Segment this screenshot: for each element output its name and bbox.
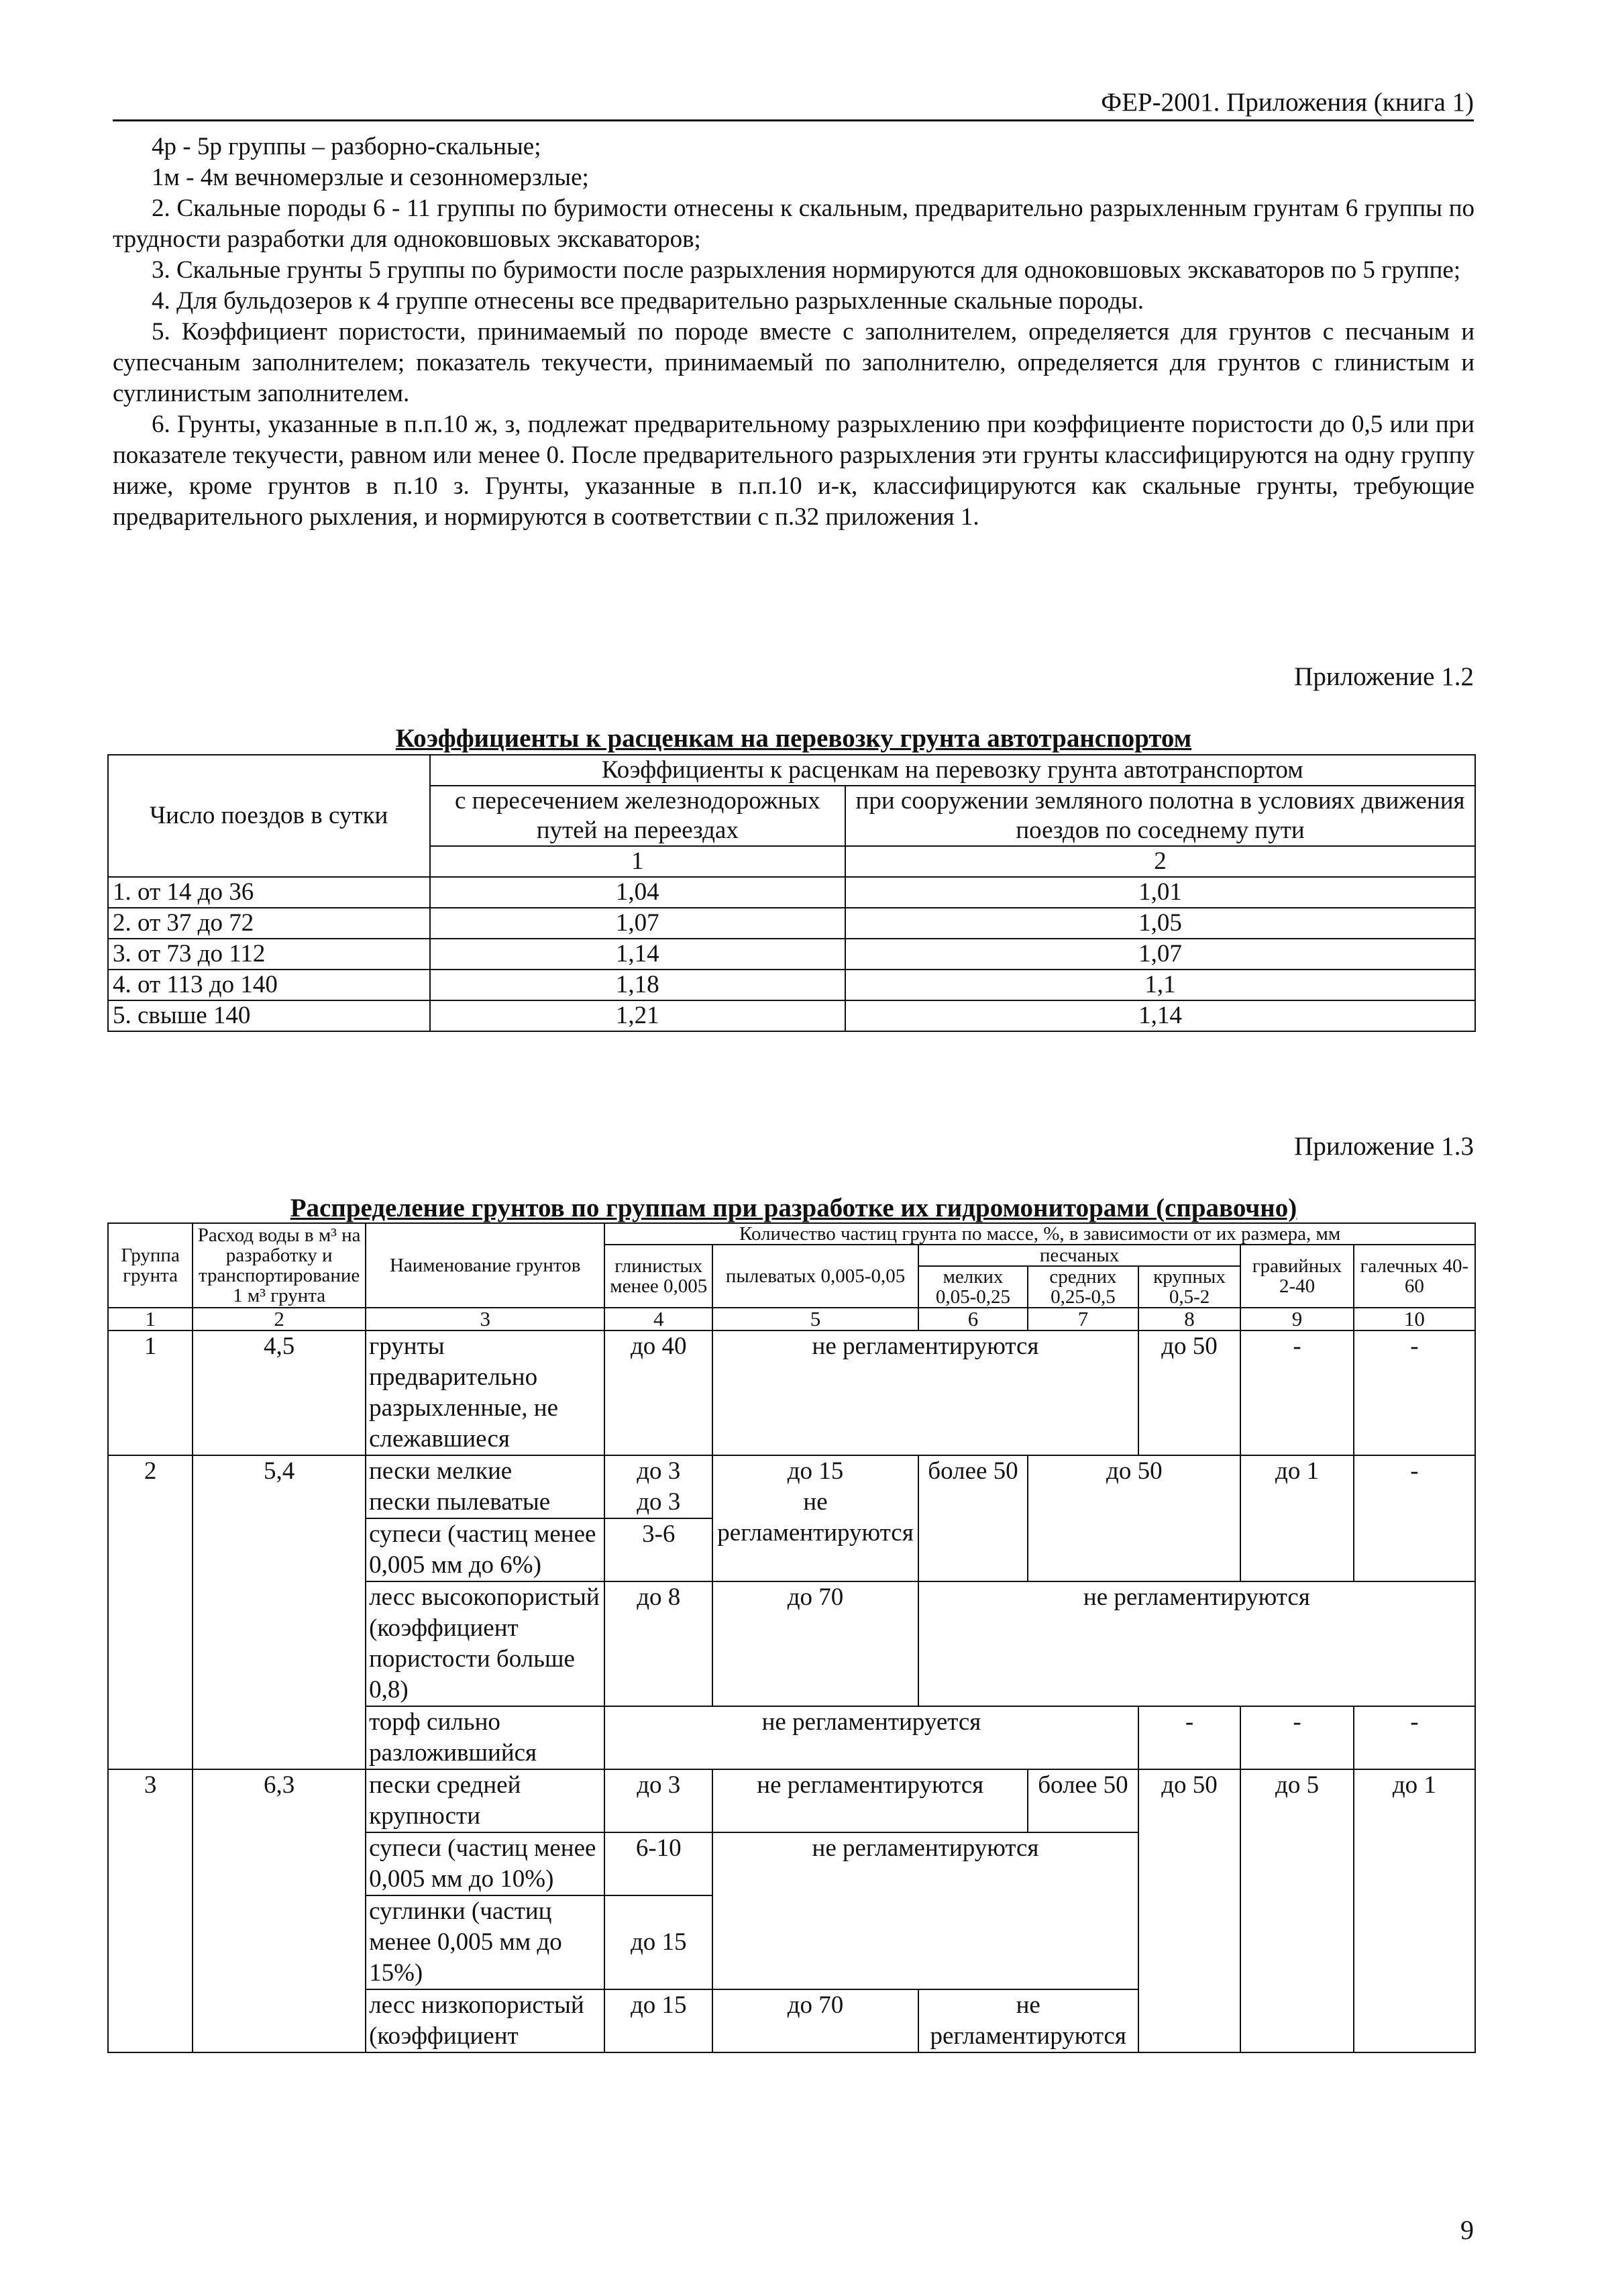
soil-name — [366, 1455, 604, 1518]
cell-value: не регламентируются — [712, 1832, 1138, 1989]
soil-name: суглинки (частиц менее 0,005 мм до 15%) — [366, 1895, 604, 1989]
cell-value: до 50 — [1138, 1330, 1241, 1455]
cell-value: более 50 — [918, 1455, 1028, 1581]
row-label: 5. свыше 140 — [108, 1000, 430, 1031]
col-header-gravel: гравийных 2-40 — [1240, 1245, 1353, 1308]
cell-value: 1,05 — [845, 908, 1475, 939]
water-rate: 4,5 — [193, 1330, 366, 1455]
cell-value: до 3 — [604, 1769, 712, 1832]
col-header-group: Коэффициенты к расценкам на перевозку грунта автотранспортом — [430, 755, 1476, 786]
row-label: 2. от 37 до 72 — [108, 908, 430, 939]
coefficients-table — [107, 754, 1476, 1032]
soil-name: супеси (частиц менее 0,005 мм до 6%) — [366, 1518, 604, 1581]
cell-value: не регламентируются — [918, 1581, 1475, 1706]
soil-name: пески средней крупности — [366, 1769, 604, 1832]
col-number: 4 — [604, 1308, 712, 1330]
col-header-silt: пылеватых 0,005-0,05 — [712, 1245, 918, 1308]
note-item: 5. Коэффициент пористости, принимаемый по породе вместе с заполнителем, определяется для грунтов с песчаным и супесчаным заполнителем; показатель текучести, принимаемый по заполнителю, определяется для грунтов с глинистым и суглинистым заполнителем. — [113, 318, 1475, 407]
col-number: 9 — [1240, 1308, 1353, 1330]
cell-value: до 40 — [604, 1330, 712, 1455]
col-number: 7 — [1028, 1308, 1138, 1330]
table-row — [108, 1330, 1475, 1455]
cell-value — [712, 1455, 918, 1581]
col-header-pebble: галечных 40-60 — [1354, 1245, 1475, 1308]
col-number: 1 — [108, 1308, 193, 1330]
cell-value: до 1 — [1354, 1769, 1475, 2052]
row-label: 4. от 113 до 140 — [108, 970, 430, 1000]
cell-value: не регламентируются — [712, 1330, 1138, 1455]
cell-value: не регламентируются — [918, 1989, 1138, 2052]
appendix-label: Приложение 1.3 — [1294, 1132, 1474, 1161]
cell-value: 1,18 — [430, 970, 846, 1000]
cell-value: до 8 — [604, 1581, 712, 1706]
cell-value: 1,14 — [430, 939, 846, 970]
row-label: 3. от 73 до 112 — [108, 939, 430, 970]
cell-line: до 3 — [637, 1488, 681, 1516]
header-rule — [113, 119, 1474, 121]
cell-value: - — [1240, 1330, 1353, 1455]
col-number: 5 — [712, 1308, 918, 1330]
appendix-label: Приложение 1.2 — [1294, 662, 1474, 691]
cell-value: до 1 — [1240, 1455, 1353, 1581]
group-number: 2 — [108, 1455, 193, 1769]
cell-value: 1,21 — [430, 1000, 846, 1031]
cell-value: не регламентируются — [712, 1769, 1028, 1832]
cell-value: до 50 — [1138, 1769, 1241, 2052]
row-label: 1. от 14 до 36 — [108, 877, 430, 908]
cell-value: 1,1 — [845, 970, 1475, 1000]
cell-value: - — [1354, 1455, 1475, 1581]
cell-value: - — [1240, 1706, 1353, 1769]
note-line: 1м - 4м вечномерзлые и сезонномерзлые; — [152, 164, 589, 191]
cell-value: до 15 — [604, 1989, 712, 2052]
col-number: 2 — [845, 846, 1475, 877]
cell-value: 1,04 — [430, 877, 846, 908]
water-rate: 5,4 — [193, 1455, 366, 1769]
col-number: 3 — [366, 1308, 604, 1330]
cell-value: до 5 — [1240, 1769, 1353, 2052]
col-number: 6 — [918, 1308, 1028, 1330]
col-number: 8 — [1138, 1308, 1241, 1330]
col-header-group: Группа грунта — [108, 1223, 193, 1308]
group-number: 3 — [108, 1769, 193, 2052]
cell-value: 1,07 — [430, 908, 846, 939]
table-row — [108, 1769, 1475, 1832]
cell-line: до 3 — [637, 1457, 681, 1485]
table-row — [108, 939, 1475, 970]
cell-value — [604, 1455, 712, 1518]
cell-value: 6-10 — [604, 1832, 712, 1895]
table-row — [108, 1000, 1475, 1031]
water-rate: 6,3 — [193, 1769, 366, 2052]
note-item: 6. Грунты, указанные в п.п.10 ж, з, подлежат предварительному разрыхлению при коэффициенте пористости до 0,5 или при показателе текучести, равном или менее 0. После предварительного разрыхления эти грунты классифицируются на одну группу ниже, кроме грунтов в п.10 з. Грунты, указанные в п.п.10 и-к, классифицируются как скальные грунты, требующие предварительного рыхления, и нормируются в соответствии с п.32 приложения 1. — [113, 411, 1475, 531]
soil-name-line: пески мелкие — [369, 1457, 513, 1485]
col-header-crossing: с пересечением железнодорожных путей на переездах — [430, 786, 846, 846]
table-title: Коэффициенты к расценкам на перевозку грунта автотранспортом — [395, 724, 1192, 753]
cell-value: до 70 — [712, 1581, 918, 1706]
col-header-sand: песчаных — [918, 1245, 1241, 1266]
cell-value: не регламентируется — [604, 1706, 1138, 1769]
page-number: 9 — [1460, 2215, 1474, 2245]
table-row — [108, 970, 1475, 1000]
col-header-particles: Количество частиц грунта по массе, %, в зависимости от их размера, мм — [604, 1223, 1475, 1245]
col-header-adjacent: при сооружении земляного полотна в условиях движения поездов по соседнему пути — [845, 786, 1475, 846]
col-header-name: Наименование грунтов — [366, 1223, 604, 1308]
col-number: 1 — [430, 846, 846, 877]
soil-name: лесс высокопористый (коэффициент пористости больше 0,8) — [366, 1581, 604, 1706]
col-header-medium: средних 0,25-0,5 — [1028, 1266, 1138, 1308]
cell-value: - — [1354, 1330, 1475, 1455]
table-row — [108, 908, 1475, 939]
cell-value: 3-6 — [604, 1518, 712, 1581]
cell-line: до 15 — [787, 1457, 844, 1485]
cell-value: до 50 — [1028, 1455, 1240, 1581]
cell-value: 1,07 — [845, 939, 1475, 970]
soil-name: лесс низкопористый (коэффициент — [366, 1989, 604, 2052]
table-row — [108, 877, 1475, 908]
running-title: ФЕР-2001. Приложения (книга 1) — [1101, 88, 1474, 117]
note-item: 3. Скальные грунты 5 группы по буримости после разрыхления нормируются для одноковшовых экскаваторов по 5 группе; — [152, 256, 1461, 284]
soil-name: торф сильно разложившийся — [366, 1706, 604, 1769]
cell-value: 1,01 — [845, 877, 1475, 908]
note-item: 2. Скальные породы 6 - 11 группы по буримости отнесены к скальным, предварительно разрыхленным грунтам 6 группы по трудности разработки для одноковшовых экскаваторов; — [113, 195, 1475, 253]
note-item: 4. Для бульдозеров к 4 группе отнесены все предварительно разрыхленные скальные породы. — [152, 287, 1144, 315]
notes-block — [113, 132, 1475, 533]
soil-name-line: пески пылеватые — [369, 1488, 551, 1516]
col-header-coarse: крупных 0,5-2 — [1138, 1266, 1241, 1308]
col-number: 2 — [193, 1308, 366, 1330]
soil-name: грунты предварительно разрыхленные, не слежавшиеся — [366, 1330, 604, 1455]
group-number: 1 — [108, 1330, 193, 1455]
cell-line: не регламентируются — [717, 1488, 914, 1547]
col-header-water: Расход воды в м³ на разработку и транспортирование 1 м³ грунта — [193, 1223, 366, 1308]
cell-value: - — [1354, 1706, 1475, 1769]
soil-groups-table — [107, 1222, 1476, 2053]
cell-value: - — [1138, 1706, 1241, 1769]
cell-value: до 70 — [712, 1989, 918, 2052]
table-title: Распределение грунтов по группам при разработке их гидромониторами (справочно) — [290, 1194, 1297, 1222]
cell-value: до 15 — [604, 1895, 712, 1989]
cell-value: более 50 — [1028, 1769, 1138, 1832]
col-header-fine: мелких 0,05-0,25 — [918, 1266, 1028, 1308]
soil-name: супеси (частиц менее 0,005 мм до 10%) — [366, 1832, 604, 1895]
note-line: 4р - 5р группы – разборно-скальные; — [152, 133, 541, 160]
col-header-clay: глинистых менее 0,005 — [604, 1245, 712, 1308]
cell-value: 1,14 — [845, 1000, 1475, 1031]
table-row — [108, 1455, 1475, 1518]
col-header-trains: Число поездов в сутки — [108, 755, 430, 877]
col-number: 10 — [1354, 1308, 1475, 1330]
